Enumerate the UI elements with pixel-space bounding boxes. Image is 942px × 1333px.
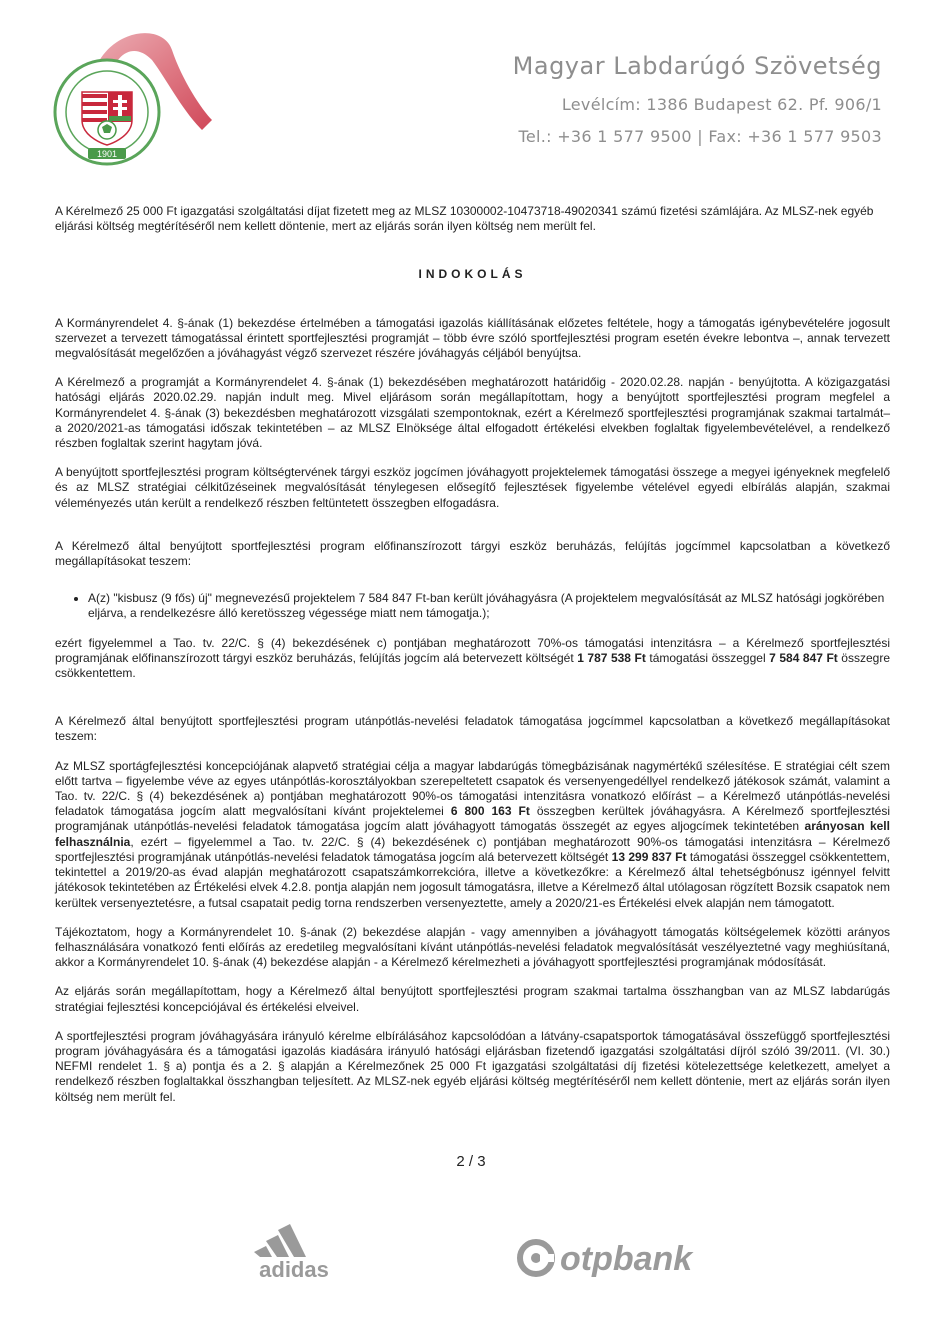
page-number: 2 / 3 [456, 1153, 486, 1170]
paragraph-2: A Kérelmező a programját a Kormányrendelet 4. §-ának (1) bekezdésében meghatározott határidőig - 2020.02.28. napján - benyújtotta. A közigazgatási hatósági eljárás 2020.02.29. napján indult meg. Mivel eljárásom során megállapítottam, hogy a benyújtott sportfejlesztési program megfelel a Kormányrendelet 4. §-ának (3) bekezdésben meghatározott vizsgálati szempontoknak, ezért a Kérelmező sportfejlesztési programjának szakmai tartalmát– a 2020/2021-as támogatási időszak tekintetében – az MLSZ Elnöksége által elfogadott értékelési elvekben foglaltak figyelembevételével, a rendelkező részben foglaltak szerint hagytam jóvá. [55, 375, 890, 451]
logo-year: 1901 [96, 149, 118, 159]
mlsz-crest-icon [52, 20, 217, 175]
p7-amount-1: 6 800 163 Ft [450, 804, 530, 819]
p7-emphasis: arányosan kell felhasználnia [55, 819, 890, 849]
organization-name: Magyar Labdarúgó Szövetség [512, 52, 882, 80]
organization-contact: Tel.: +36 1 577 9500 | Fax: +36 1 577 9503 [518, 127, 882, 146]
p7-text-g: támogatási összeggel csökkentettem, tekintettel a 2019/20-as évad alapján meghatározott csapatszámkorrekcióra, illetve a következőkre: a Kérelmező által tehetségbónusz igénnyel felvitt játékosok tekintetében az Értékelési elvek 4.2.8. pontja alapján nem jogosult támogatásra, illetve a Kérelmező által utólagosan rögzített Bozsik csapatok nem kerültek versenyeztetésre, a futsal csapatait pedig torna rendszerben versenyeztette, amely a 2020/21-es Értékelési elvek alapján nem támogatott. [55, 849, 891, 910]
paragraph-7 [55, 759, 890, 911]
adidas-logo-icon [246, 1215, 346, 1279]
p7-text-c: összegben kerültek jóváhagyásra. A Kérelmező sportfejlesztési programjának utánpótlás-nevelési feladatok támogatása jogcím alatt jóváhagyott támogatás összegét az egyes aljogcímek tekintetében [55, 804, 890, 834]
paragraph-1: A Kormányrendelet 4. §-ának (1) bekezdése értelmében a támogatási igazolás kiállításának előzetes feltétele, hogy a támogatás igénybevételére jogosult szervezet a tervezett támogatással érintett sportfejlesztési programját – több évre szóló sportfejlesztési program esetén évekre lebontva –, annak tervezett megvalósítását megelőzően a jóváhagyást végző szervezet részére jóváhagyás céljából benyújtsa. [55, 315, 890, 361]
p5-text-c: támogatási összeggel [645, 650, 770, 665]
document-body [55, 204, 890, 1105]
paragraph-10: A sportfejlesztési program jóváhagyására irányuló kérelme elbírálásához kapcsolódóan a látvány-csapatsportok támogatásával összefüggő sportfejlesztési program jóváhagyására és a támogatási igazolás kiadására irányuló hatósági eljárásban fizetendő igazgatási szolgáltatási díjról szóló 39/2011. (VI. 30.) NEFMI rendelet 1. § a) pontja és a 2. § alapján a Kérelmezőnek 25 000 Ft igazgatási szolgáltatási díj fizetési kötelezettsége keletkezett, amelyet a rendelkező részben foglaltakkal összhangban teljesített. Az MLSZ-nek egyéb eljárási költség megtérítéséről nem kellett döntenie, mert az eljárás során ilyen költség nem merült fel. [55, 1028, 890, 1104]
section-heading: INDOKOLÁS [418, 267, 527, 282]
p5-text-a: ezért figyelemmel a Tao. tv. 22/C. § (4) bekezdésének c) pontjában meghatározott 70%-os támogatási intenzitásra – a Kérelmező sportfejlesztési programjának előfinanszírozott tárgyi eszköz beruházás, felújítás jogcím alá betervezett költségét [55, 635, 890, 665]
organization-header [513, 52, 882, 146]
sponsor-adidas-text: adidas [259, 1257, 329, 1279]
list-item: • A(z) "kisbusz (9 fős) új" megnevezésű projektelem 7 584 847 Ft-ban került jóváhagyásra (A projektelem megvalósítását az MLSZ hatósági jogkörében eljárva, a rendelkezésre álló keretösszeg végessége miatt nem támogatja.); [88, 591, 890, 621]
p5-amount-1: 1 787 538 Ft [577, 650, 646, 665]
paragraph-5 [55, 636, 890, 682]
p7-amount-2: 13 299 837 Ft [611, 849, 687, 864]
paragraph-6: A Kérelmező által benyújtott sportfejlesztési program utánpótlás-nevelési feladatok támogatása jogcímmel kapcsolatban a következő megállapításokat teszem: [55, 714, 890, 744]
paragraph-3: A benyújtott sportfejlesztési program költségtervének tárgyi eszköz jogcímen jóváhagyott projektelemek támogatási összege a megyei igényeknek megfelelő és az MLSZ stratégiai célkitűzéseinek megvalósítását ténylegesen elősegítő fejlesztések figyelembe vételével egyedi elbírálás alapján, szakmai véleményezés után került a rendelkező részben feltüntetett összegben elfogadásra. [55, 465, 890, 510]
intro-paragraph: A Kérelmező 25 000 Ft igazgatási szolgáltatási díjat fizetett meg az MLSZ 10300002-10473718-49020341 számú fizetési számlájára. Az MLSZ-nek egyéb eljárási költség megtérítéséről nem kellett döntenie, mert az eljárás során ilyen költség nem merült fel. [55, 204, 874, 234]
paragraph-4: A Kérelmező által benyújtott sportfejlesztési program előfinanszírozott tárgyi eszköz beruházás, felújítás jogcímmel kapcsolatban a következő megállapításokat teszem: [55, 538, 890, 569]
paragraph-9: Az eljárás során megállapítottam, hogy a Kérelmező által benyújtott sportfejlesztési program szakmai tartalma összhangban van az MLSZ labdarúgás stratégiai fejlesztési koncepciójával és értékelési elveivel. [55, 984, 890, 1014]
paragraph-8: Tájékoztatom, hogy a Kormányrendelet 10. §-ának (2) bekezdése alapján - vagy amennyiben a jóváhagyott támogatás költségelemek közötti arányos felhasználására vonatkozó fenti előírás az eredetileg megvalósítani kívánt utánpótlás-nevelési feladatok megvalósítását veszélyeztetné vagy meghiúsítaná, akkor a Kormányrendelet 10. §-ának (4) bekezdése alapján - a Kérelmező kérelmezheti a jóváhagyott sportfejlesztési programjának módosítását. [55, 924, 890, 970]
otpbank-logo-icon [516, 1234, 706, 1284]
organization-address: Levélcím: 1386 Budapest 62. Pf. 906/1 [561, 95, 882, 114]
p7-text-a: Az MLSZ sportágfejlesztési koncepciójának alapvető stratégiai célja a magyar labdarúgás tömegbázisának nagymértékű szélesítése. E stratégiai célt szem előtt tartva – figyelembe véve az egyes utánpótlás-korosztályokban szerepeltetett csapatok és versenyengedéllyel rendelkező játékosok számát, valamint a Tao. tv. 22/C. § (4) bekezdésének a) pontjában meghatározott 90%-os támogatási intenzitásra vonatkozó előírást – a Kérelmező utánpótlás-nevelési feladatok támogatása jogcím alatt megvalósítani kívánt projektelemei [55, 758, 890, 819]
sponsor-otp-text: otpbank [560, 1240, 693, 1278]
p5-text-e: összegre csökkentettem. [55, 650, 890, 681]
project-element-list [55, 591, 890, 621]
p7-text-e: , ezért – figyelemmel a Tao. tv. 22/C. § (4) bekezdésének c) pontjában meghatározott 90%-os támogatási intenzitásra – Kérelmező sportfejlesztési programjának utánpótlás-nevelési feladatok támogatása jogcím alá betervezett költségét [55, 834, 890, 864]
p5-amount-2: 7 584 847 Ft [769, 650, 838, 665]
